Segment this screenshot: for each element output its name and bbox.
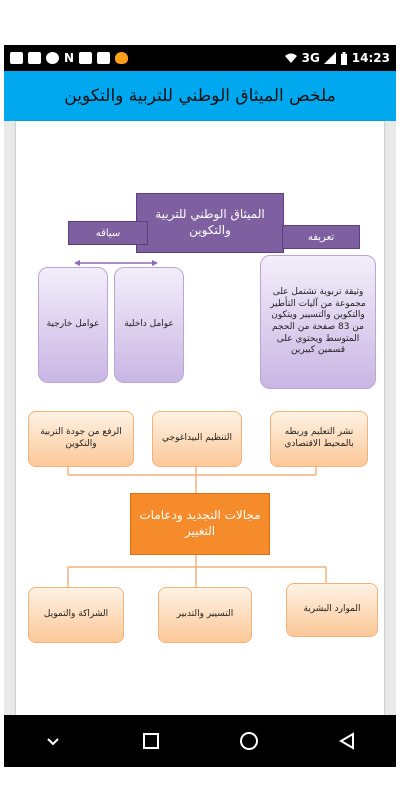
content-area[interactable] bbox=[4, 121, 396, 715]
back-chevron-icon[interactable] bbox=[41, 729, 65, 753]
image-icon bbox=[28, 52, 41, 64]
context-label: سياقه bbox=[95, 227, 121, 239]
internal-factors-box bbox=[114, 267, 184, 383]
pillar-text: الرفع من جودة التربية والتكوين bbox=[40, 427, 122, 449]
external-factors-text: عوامل خارجية bbox=[46, 319, 100, 330]
mail-icon bbox=[10, 52, 23, 64]
battery-icon bbox=[340, 52, 348, 65]
definition-text-box bbox=[260, 255, 376, 389]
bottom-box bbox=[28, 587, 124, 643]
network-type: 3G bbox=[301, 51, 320, 65]
signal-icon bbox=[324, 52, 336, 64]
definition-node bbox=[282, 225, 360, 249]
center-node bbox=[130, 493, 270, 555]
clock: 14:23 bbox=[351, 51, 390, 65]
status-bar bbox=[4, 45, 396, 71]
internal-factors-text: عوامل داخلية bbox=[124, 319, 174, 330]
app-title-bar bbox=[4, 71, 396, 121]
back-icon[interactable] bbox=[335, 729, 359, 753]
app-title: ملخص الميثاق الوطني للتربية والتكوين bbox=[64, 86, 336, 106]
wifi-icon bbox=[284, 52, 298, 64]
pillar-box bbox=[270, 411, 368, 467]
pillar-box bbox=[28, 411, 134, 467]
center-node-label: مجالات التجديد ودعامات التغيير bbox=[139, 508, 261, 538]
definition-text: وثيقة تربوية تشتمل على مجموعة من آليات التأطير والتكوين والتسيير ويتكون من 83 صفحة من الحجم المتوسط ويحتوي على قسمين كبيرين bbox=[270, 286, 366, 356]
bottom-text: الموارد البشرية bbox=[303, 604, 361, 615]
navigation-bar bbox=[4, 715, 396, 767]
context-node bbox=[68, 221, 148, 245]
pillar-text: نشر التعليم وربطه بالمحيط الاقتصادي bbox=[284, 427, 354, 449]
whatsapp-icon bbox=[46, 52, 59, 64]
pillar-box bbox=[152, 411, 242, 467]
definition-label: تعريفه bbox=[307, 231, 335, 243]
external-factors-box bbox=[38, 267, 108, 383]
n-icon: N bbox=[64, 51, 75, 65]
pillar-text: التنظيم البيداغوجي bbox=[162, 433, 232, 444]
facebook-icon bbox=[79, 52, 92, 64]
root-node-label: الميثاق الوطني للتربية والتكوين bbox=[155, 207, 265, 237]
bottom-box bbox=[286, 583, 378, 637]
bottom-box bbox=[158, 587, 252, 643]
square-icon bbox=[97, 52, 110, 64]
bottom-text: التسيير والتدبير bbox=[176, 609, 234, 620]
recent-apps-icon[interactable] bbox=[139, 729, 163, 753]
root-node bbox=[136, 193, 284, 253]
home-icon[interactable] bbox=[237, 729, 261, 753]
phone-screen bbox=[4, 45, 396, 767]
flame-icon bbox=[115, 52, 128, 64]
bottom-text: الشراكة والتمويل bbox=[43, 609, 109, 620]
diagram-sheet bbox=[16, 121, 384, 715]
